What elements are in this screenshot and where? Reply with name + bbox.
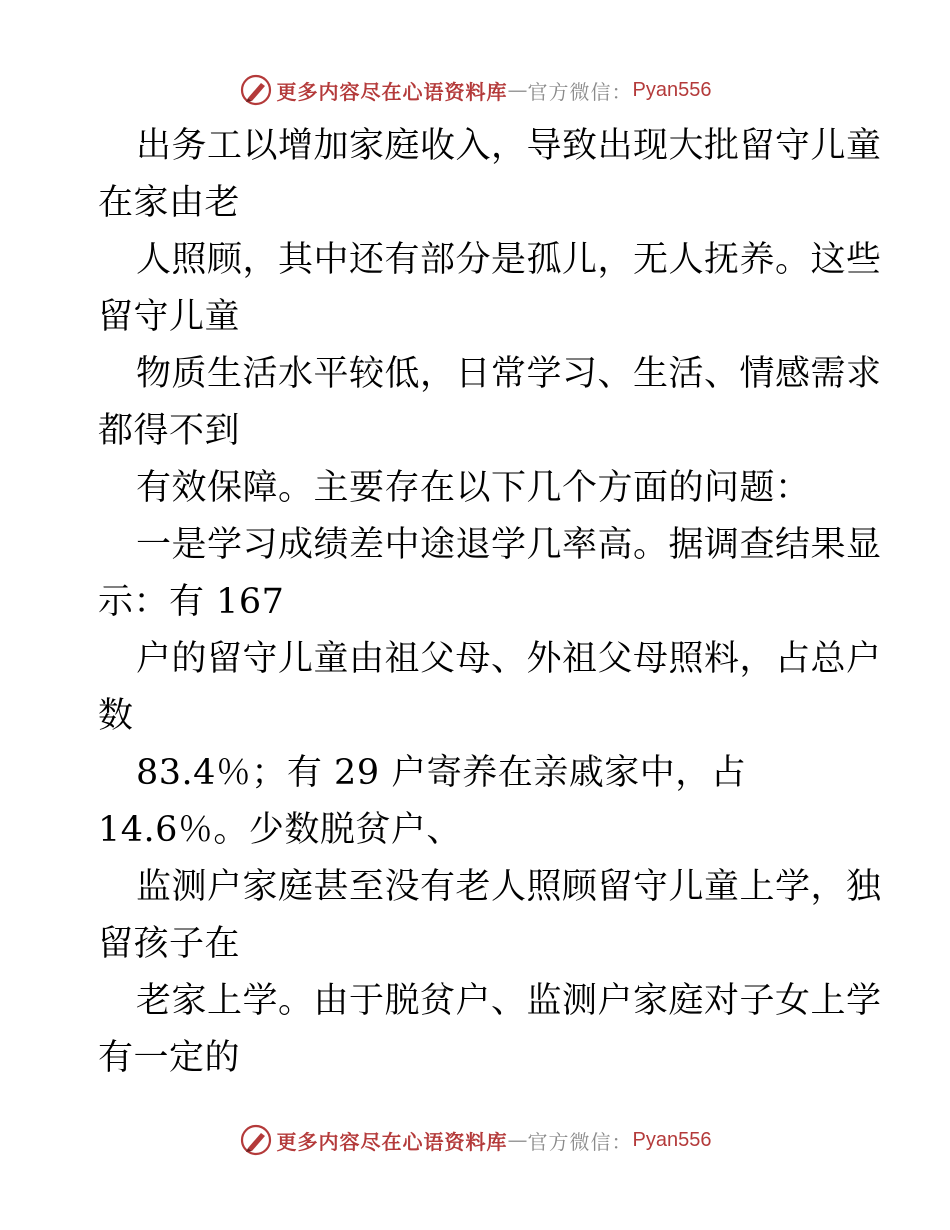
pen-logo-icon [239, 1123, 273, 1157]
text-line: 有效保障。主要存在以下几个方面的问题： [136, 468, 811, 508]
watermark-handle: Pyan556 [632, 78, 712, 101]
text-line: 一是学习成绩差中途退学几率高。据调查结果显 [136, 525, 882, 565]
watermark-brand: 更多内容尽在心语资料库 [276, 1129, 508, 1154]
text-line: 都得不到 [98, 411, 241, 451]
text-line: 14.6％。少数脱贫户、 [98, 810, 462, 850]
text-line: 留孩子在 [98, 924, 241, 964]
watermark-wechat-label: 官方微信： [527, 79, 633, 104]
text-line: 老家上学。由于脱贫户、监测户家庭对子女上学 [136, 981, 882, 1021]
text-line: 物质生活水平较低，日常学习、生活、情感需求 [136, 354, 882, 394]
watermark-wechat-label: 官方微信： [527, 1129, 633, 1154]
text-line: 户的留守儿童由祖父母、外祖父母照料，占总户 [136, 639, 882, 679]
watermark-handle: Pyan556 [632, 1128, 712, 1151]
footer-watermark [0, 1120, 950, 1160]
text-line: 监测户家庭甚至没有老人照顾留守儿童上学，独 [136, 867, 882, 907]
text-line: 有一定的 [98, 1038, 241, 1078]
text-line: 83.4％；有 29 户寄养在亲戚家中，占 [136, 753, 747, 793]
pen-logo-icon [239, 73, 273, 107]
text-line: 出务工以增加家庭收入，导致出现大批留守儿童 [136, 126, 882, 166]
text-line: 留守儿童 [98, 297, 241, 337]
header-watermark [0, 70, 950, 110]
document-body [98, 118, 882, 1087]
watermark-dash: — [507, 78, 528, 102]
text-line: 示：有 167 [98, 582, 285, 622]
watermark-brand: 更多内容尽在心语资料库 [276, 79, 508, 104]
text-line: 在家由老 [98, 183, 241, 223]
text-line: 人照顾，其中还有部分是孤儿，无人抚养。这些 [136, 240, 882, 280]
watermark-dash: — [507, 1128, 528, 1152]
text-line: 数 [98, 696, 134, 736]
